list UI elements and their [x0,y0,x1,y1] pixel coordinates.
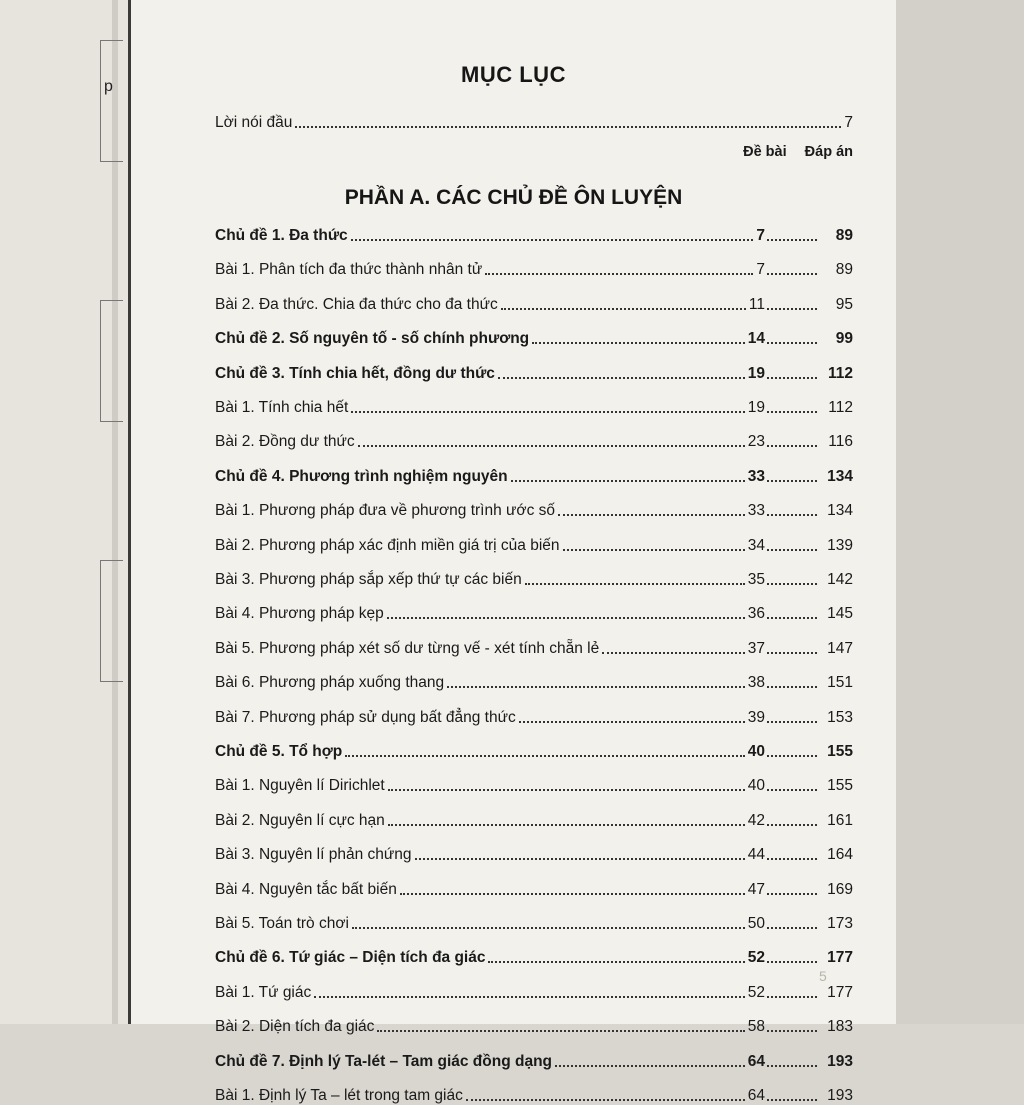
toc-lesson-row [215,427,853,451]
dot-leader [767,342,817,344]
toc-entry-label: Bài 1. Tính chia hết [215,399,349,416]
dot-leader [767,617,817,619]
dot-leader [767,652,817,654]
dot-leader [388,789,745,791]
toc-answer-page: 151 [827,674,853,691]
toc-problem-page: 42 [747,812,765,829]
toc-lesson-row [215,496,853,520]
toc-entry-label: Chủ đề 6. Tứ giác – Diện tích đa giác [215,949,486,966]
toc-entry-label: Bài 1. Phương pháp đưa về phương trình ước số [215,502,555,519]
toc-answer-page: 147 [827,640,853,657]
dot-leader [351,239,754,241]
toc-problem-page: 36 [747,605,765,622]
dot-leader [519,721,745,723]
toc-lesson-row [215,668,853,692]
toc-chapter-row [215,943,853,967]
toc-lesson-row [215,909,853,933]
dot-leader [767,927,817,929]
toc-answer-page: 161 [827,812,853,829]
toc-lesson-row [215,565,853,589]
dot-leader [767,549,817,551]
toc-answer-page: 193 [827,1053,853,1070]
toc-problem-page: 33 [747,502,765,519]
dot-leader [358,445,745,447]
dot-leader [352,927,745,929]
toc-problem-page: 11 [748,296,765,313]
toc-entry-label: Bài 7. Phương pháp sử dụng bất đẳng thức [215,709,516,726]
page-title: MỤC LỤC [461,62,566,87]
toc-problem-page: 7 [756,227,765,244]
toc-answer-page: 173 [827,915,853,932]
toc-lesson-row [215,531,853,555]
dot-leader [767,411,817,413]
dot-leader [767,583,817,585]
part-title: PHẦN A. CÁC CHỦ ĐỀ ÔN LUYỆN [344,186,683,209]
dot-leader [351,411,744,413]
dot-leader [498,377,745,379]
toc-answer-page: 155 [827,777,853,794]
toc-entry-label: Bài 1. Phân tích đa thức thành nhân tử [215,261,483,278]
header-answers: Đáp án [804,144,853,160]
toc-answer-page: 95 [835,296,853,313]
toc-lesson-row [215,703,853,727]
toc-entry-label: Bài 1. Nguyên lí Dirichlet [215,777,385,794]
dot-leader [555,1065,745,1067]
toc-answer-page: 155 [827,743,853,760]
page-number: 5 [819,968,827,984]
dot-leader [767,239,817,241]
toc-answer-page: 193 [827,1087,853,1104]
toc-lesson-row [215,1081,853,1105]
toc-problem-page: 33 [747,468,765,485]
dot-leader [767,480,817,482]
toc-answer-page: 112 [827,365,853,382]
adjacent-page-box [100,40,123,162]
dot-leader [314,996,745,998]
toc-entry-label: Bài 6. Phương pháp xuống thang [215,674,445,691]
toc-entry-label: Chủ đề 7. Định lý Ta-lét – Tam giác đồng dạng [215,1053,553,1070]
toc-entry-label: Chủ đề 1. Đa thức [215,227,348,244]
toc-answer-page: 89 [835,227,853,244]
dot-leader [501,308,746,310]
column-headers [691,144,853,160]
toc-answer-page: 139 [827,537,853,554]
toc-entry-label: Bài 2. Nguyên lí cực hạn [215,812,385,829]
dot-leader [345,755,744,757]
toc-chapter-row [215,359,853,383]
book-page [131,0,896,1104]
dot-leader [602,652,745,654]
dot-leader [767,824,817,826]
toc-problem-page: 14 [747,330,765,347]
toc-entry-label: Bài 5. Phương pháp xét số dư từng vế - xét tính chẵn lẻ [215,640,600,657]
toc-problem-page: 34 [747,537,765,554]
toc-entry-label: Bài 3. Phương pháp sắp xếp thứ tự các biến [215,571,522,588]
toc-problem-page: 37 [747,640,765,657]
dot-leader [767,686,817,688]
toc-problem-page: 52 [747,984,765,1001]
toc-lesson-row [215,599,853,623]
adjacent-page-box [100,300,123,422]
toc-lesson-row [215,771,853,795]
toc-entry-label: Bài 2. Diện tích đa giác [215,1018,375,1035]
toc-answer-page: 153 [827,709,853,726]
toc-entry-label: Bài 2. Phương pháp xác định miền giá trị của biến [215,537,560,554]
toc-lesson-row [215,978,853,1002]
dot-leader [400,893,745,895]
toc-entry-label: Chủ đề 4. Phương trình nghiệm nguyên [215,468,508,485]
header-problems: Đề bài [743,144,787,160]
dot-leader [767,961,817,963]
toc-problem-page: 40 [747,777,765,794]
toc-problem-page: 64 [747,1087,765,1104]
toc-entry-label: Bài 1. Tứ giác [215,984,312,1001]
toc-problem-page: 39 [747,709,765,726]
toc-entry-label: Chủ đề 5. Tổ hợp [215,743,343,760]
dot-leader [525,583,745,585]
dot-leader [532,342,745,344]
dot-leader [415,858,745,860]
preface-label: Lời nói đầu [215,114,293,131]
adjacent-page-edge [0,0,131,1024]
toc-lesson-row [215,840,853,864]
toc-answer-page: 134 [827,502,853,519]
dot-leader [466,1099,745,1101]
dot-leader [295,126,841,128]
toc-answer-page: 169 [827,881,853,898]
toc-problem-page: 38 [747,674,765,691]
toc-problem-page: 35 [747,571,765,588]
toc-lesson-row [215,875,853,899]
dot-leader [767,1065,817,1067]
toc-problem-page: 19 [747,365,765,382]
dot-leader [767,721,817,723]
toc-problem-page: 23 [747,433,765,450]
toc-problem-page: 7 [756,261,765,278]
dot-leader [767,858,817,860]
dot-leader [485,273,753,275]
toc-entry-label: Bài 1. Định lý Ta – lét trong tam giác [215,1087,463,1104]
toc-answer-page: 142 [827,571,853,588]
toc-problem-page: 44 [747,846,765,863]
toc-lesson-row [215,290,853,314]
toc-answer-page: 89 [835,261,853,278]
toc-problem-page: 50 [747,915,765,932]
toc-answer-page: 99 [835,330,853,347]
toc-lesson-row [215,634,853,658]
dot-leader [767,514,817,516]
toc-answer-page: 112 [828,399,853,416]
dot-leader [558,514,745,516]
dot-leader [387,617,745,619]
toc-problem-page: 52 [747,949,765,966]
toc-chapter-row [215,324,853,348]
preface-page: 7 [844,114,853,131]
toc-entry-label: Bài 4. Phương pháp kẹp [215,605,384,622]
dot-leader [767,893,817,895]
background [896,0,1024,1024]
toc-entry-label: Bài 4. Nguyên tắc bất biến [215,881,397,898]
toc-entry-label: Bài 5. Toán trò chơi [215,915,349,932]
dot-leader [767,377,817,379]
toc-entry-label: Bài 2. Đồng dư thức [215,433,355,450]
toc-chapter-row [215,737,853,761]
toc-chapter-row [215,462,853,486]
toc-answer-page: 177 [827,949,853,966]
adjacent-page-glyph: p [104,78,113,95]
toc-chapter-row [215,221,853,245]
dot-leader [488,961,744,963]
toc-problem-page: 40 [747,743,765,760]
dot-leader [767,273,817,275]
toc-entry-label: Bài 2. Đa thức. Chia đa thức cho đa thức [215,296,498,313]
toc-entry-label: Bài 3. Nguyên lí phản chứng [215,846,412,863]
dot-leader [388,824,745,826]
toc-lesson-row [215,393,853,417]
dot-leader [767,1099,817,1101]
toc-problem-page: 58 [747,1018,765,1035]
dot-leader [767,996,817,998]
toc-lesson-row [215,1012,853,1036]
toc-entry-label: Chủ đề 3. Tính chia hết, đồng dư thức [215,365,495,382]
dot-leader [767,445,817,447]
toc-lesson-row [215,255,853,279]
toc-answer-page: 183 [827,1018,853,1035]
dot-leader [767,308,817,310]
dot-leader [767,1030,817,1032]
toc-problem-page: 19 [747,399,765,416]
dot-leader [563,549,745,551]
preface-row [215,108,853,132]
toc-answer-page: 164 [827,846,853,863]
toc-problem-page: 64 [747,1053,765,1070]
adjacent-page-box [100,560,123,682]
dot-leader [767,789,817,791]
toc-answer-page: 134 [827,468,853,485]
toc-lesson-row [215,806,853,830]
toc-entry-label: Chủ đề 2. Số nguyên tố - số chính phương [215,330,530,347]
dot-leader [767,755,817,757]
dot-leader [377,1030,744,1032]
dot-leader [447,686,745,688]
toc-chapter-row [215,1047,853,1071]
toc-answer-page: 177 [827,984,853,1001]
toc-answer-page: 116 [828,433,853,450]
toc-problem-page: 47 [747,881,765,898]
toc-answer-page: 145 [827,605,853,622]
dot-leader [511,480,745,482]
